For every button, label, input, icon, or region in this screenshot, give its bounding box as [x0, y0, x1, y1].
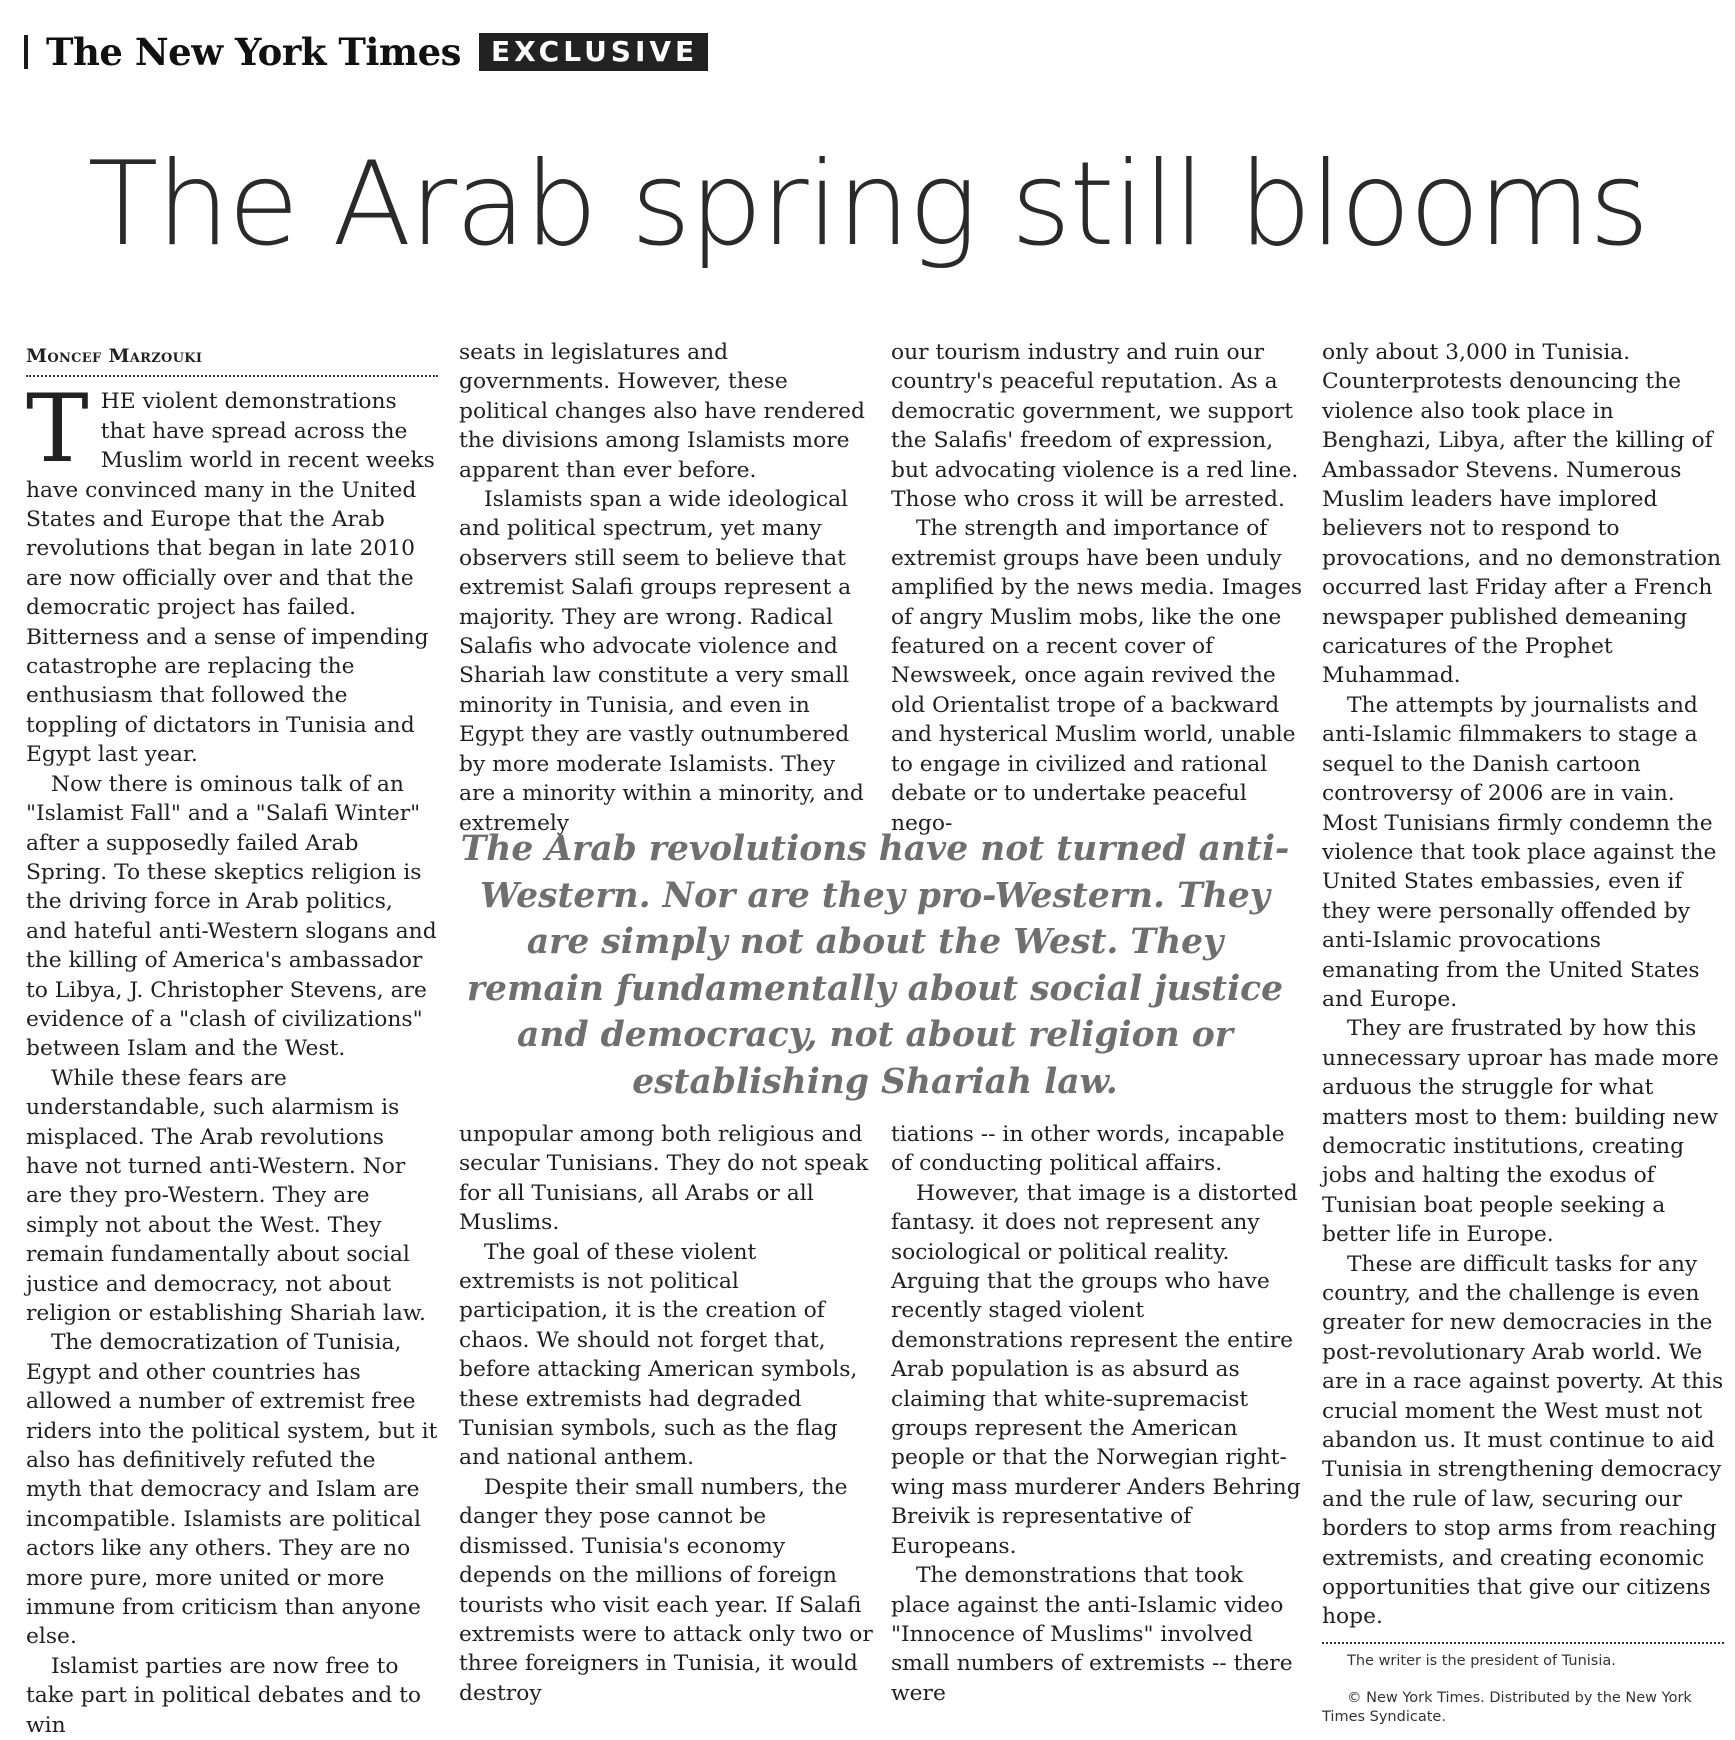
author-note: The writer is the president of Tunisia.	[1347, 1652, 1616, 1669]
paragraph: The strength and importance of extremist groups have been unduly amplified by the news media. Images of angry Muslim mobs, like the one featured on a recent cover of Newsweek, once again revived the old Orientalist trope of a backward and hysterical Muslim world, unable to engage in civilized and rational debate or to undertake peaceful nego-	[891, 516, 1303, 836]
article-column-2-top	[459, 338, 873, 838]
byline: Moncef Marzouki	[26, 342, 438, 377]
paragraph: tiations -- in other words, incapable of conducting political affairs.	[891, 1122, 1285, 1177]
article-column-1	[26, 342, 438, 1740]
footnote	[1322, 1642, 1724, 1727]
paragraph: These are difficult tasks for any country, and the challenge is even greater for new democracies in the post-revolutionary Arab world. We are in a race against poverty. At this crucial moment the West must not abandon us. It must continue to aid Tunisia in strengthening democracy and the rule of law, securing our borders to stop arms from reaching extremists, and creating economic opportunities that give our citizens hope.	[1322, 1251, 1724, 1630]
pull-quote: The Arab revolutions have not turned anti-Western. Nor are they pro-Western. They are simply not about the West. They remain fundamentally about social justice and democracy, not about religion or establishing Shariah law.	[460, 829, 1290, 1102]
paragraph: The democratization of Tunisia, Egypt and other countries has allowed a number of extremist free riders into the political system, but it also has definitively refuted the myth that democracy and Islam are incompatible. Islamists are political actors like any others. They are no more pure, more united or more immune from criticism than anyone else.	[26, 1330, 438, 1650]
paragraph: Despite their small numbers, the danger they pose cannot be dismissed. Tunisia's economy depends on the millions of foreign tourists who visit each year. If Salafi extremists were to attack only two or three foreigners in Tunisia, it would destroy	[459, 1474, 873, 1706]
drop-cap: T	[26, 375, 89, 485]
paragraph: only about 3,000 in Tunisia. Counterprotests denouncing the violence also took place in Benghazi, Libya, after the killing of Ambassador Stevens. Numerous Muslim leaders have implored believers not to respond to provocations, and no demonstration occurred last Friday after a French newspaper published demeaning caricatures of the Prophet Muhammad.	[1322, 340, 1722, 689]
paragraph: Islamists span a wide ideological and political spectrum, yet many observers still seem to believe that extremist Salafi groups represent a majority. They are wrong. Radical Salafis who advocate violence and Shariah law constitute a very small minority in Tunisia, and even in Egypt they are vastly outnumbered by more moderate Islamists. They are a minority within a minority, and extremely	[459, 487, 864, 836]
paragraph: THE violent demonstrations that have spread across the Muslim world in recent weeks have convinced many in the United States and Europe that the Arab revolutions that began in late 2010 are now officially over and that the democratic project has failed. Bitterness and a sense of impending catastrophe are replacing the enthusiasm that followed the toppling of dictators in Tunisia and Egypt last year.	[26, 375, 435, 768]
article-column-4	[1322, 338, 1724, 1727]
headline: The Arab spring still blooms	[87, 137, 1648, 272]
masthead	[24, 30, 708, 74]
masthead-divider	[24, 35, 28, 69]
newspaper-logo: The New York Times	[46, 30, 461, 74]
paragraph: The demonstrations that took place against the anti-Islamic video "Innocence of Muslims" involved small numbers of extremists -- there were	[891, 1563, 1293, 1706]
paragraph: However, that image is a distorted fantasy. it does not represent any sociological or political reality. Arguing that the groups who have recently staged violent demonstrations represent the entire Arab population is as absurd as claiming that white-supremacist groups represent the American people or that the Norwegian right-wing mass murderer Anders Behring Breivik is representative of Europeans.	[891, 1180, 1301, 1559]
paragraph: They are frustrated by how this unnecessary uproar has made more arduous the struggle for what matters most to them: building new democratic institutions, creating jobs and halting the exodus of Tunisian boat people seeking a better life in Europe.	[1322, 1016, 1719, 1248]
paragraph: unpopular among both religious and secular Tunisians. They do not speak for all Tunisians, all Arabs or all Muslims.	[459, 1122, 869, 1236]
paragraph: Now there is ominous talk of an "Islamist Fall" and a "Salafi Winter" after a supposedly failed Arab Spring. To these skeptics religion is the driving force in Arab politics, and hateful anti-Western slogans and the killing of America's ambassador to Libya, J. Christopher Stevens, are evidence of a "clash of civilizations" between Islam and the West.	[26, 771, 437, 1062]
article-column-2-bottom	[459, 1120, 873, 1708]
paragraph: While these fears are understandable, such alarmism is misplaced. The Arab revolutions have not turned anti-Western. Nor are they pro-Western. They are simply not about the West. They remain fundamentally about social justice and democracy, not about religion or establishing Shariah law.	[26, 1065, 426, 1326]
paragraph: Islamist parties are now free to take part in political debates and to win	[26, 1653, 422, 1738]
paragraph: The goal of these violent extremists is not political participation, it is the creation of chaos. We should not forget that, before attacking American symbols, these extremists had degraded Tunisian symbols, such as the flag and national anthem.	[459, 1239, 858, 1471]
article-column-3-bottom	[891, 1120, 1307, 1708]
copyright-notice: © New York Times. Distributed by the New York Times Syndicate.	[1322, 1689, 1692, 1725]
paragraph: The attempts by journalists and anti-Islamic filmmakers to stage a sequel to the Danish cartoon controversy of 2006 are in vain. Most Tunisians firmly condemn the violence that took place against the United States embassies, even if they were personally offended by anti-Islamic provocations emanating from the United States and Europe.	[1322, 692, 1717, 1012]
paragraph: seats in legislatures and governments. However, these political changes also have rendered the divisions among Islamists more apparent than ever before.	[459, 340, 865, 483]
exclusive-badge: EXCLUSIVE	[479, 33, 708, 71]
paragraph: our tourism industry and ruin our country's peaceful reputation. As a democratic government, we support the Salafis' freedom of expression, but advocating violence is a red line. Those who cross it will be arrested.	[891, 340, 1299, 513]
article-column-3-top	[891, 338, 1307, 838]
